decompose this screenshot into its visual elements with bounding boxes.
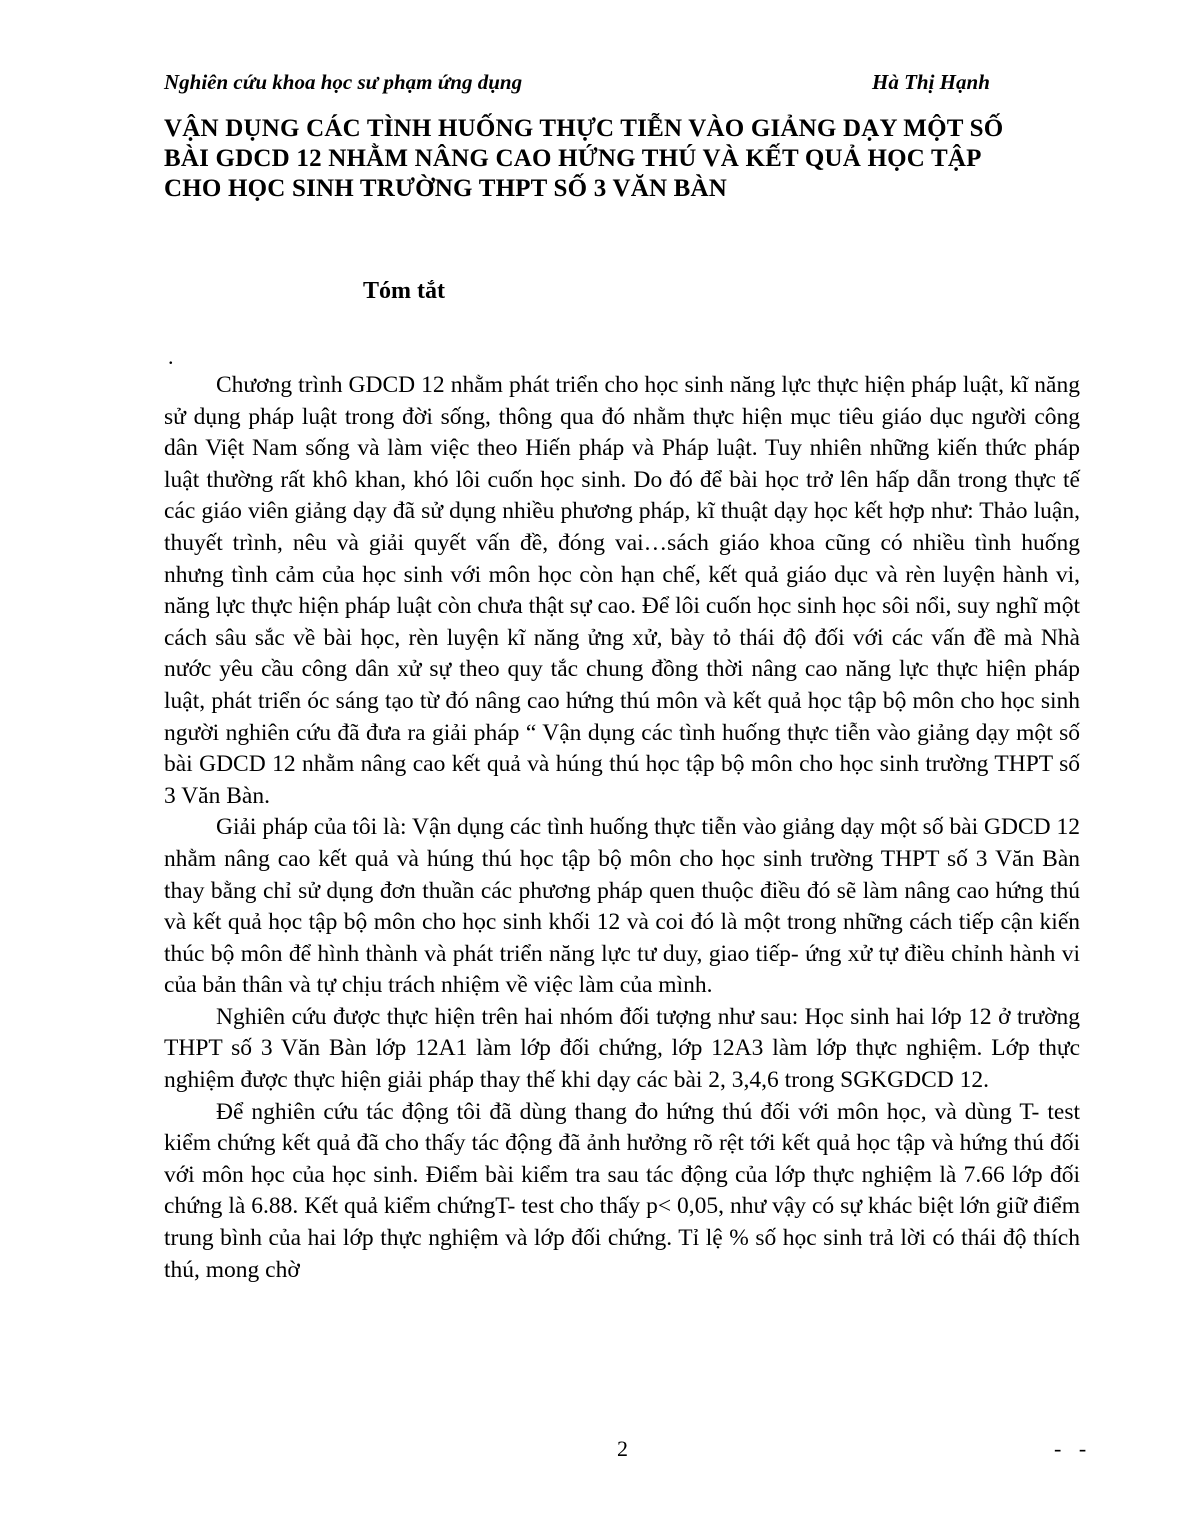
running-header-left: Nghiên cứu khoa học sư phạm ứng dụng	[164, 70, 523, 94]
paragraph: Nghiên cứu được thực hiện trên hai nhóm đối tượng như sau: Học sinh hai lớp 12 ở trường THPT số 3 Văn Bàn lớp 12A1 làm lớp đối chứng, lớp 12A3 làm lớp thực nghiệm. Lớp thực nghiệm được thực hiện giải pháp thay thế khi dạy các bài 2, 3,4,6 trong SGKGDCD 12.	[164, 1003, 1080, 1094]
paragraph: Để nghiên cứu tác động tôi đã dùng thang đo hứng thú đối với môn học, và dùng T- test kiểm chứng kết quả đã cho thấy tác động đã ảnh hưởng rõ rệt tới kết quả học tập và hứng thú đối với môn học của học sinh. Điểm bài kiểm tra sau tác động của lớp thực nghiệm là 7.66 lớp đối chứng là 6.88. Kết quả kiểm chứngT- test cho thấy p< 0,05, như vậy có sự khác biệt lớn giữ điểm trung bình của hai lớp thực nghiệm và lớp đối chứng. Tỉ lệ % số học sinh trả lời có thái độ thích thú, mong chờ	[164, 1098, 1080, 1283]
document-title	[164, 114, 1094, 204]
footer-marks: - -	[1054, 1436, 1093, 1461]
page-number: 2	[617, 1436, 628, 1461]
running-header-author: Hà Thị Hạnh	[872, 70, 990, 94]
title-line: CHO HỌC SINH TRƯỜNG THPT SỐ 3 VĂN BÀN	[164, 175, 728, 202]
summary-body	[164, 370, 1080, 1286]
title-line: VẬN DỤNG CÁC TÌNH HUỐNG THỰC TIỄN VÀO GIẢNG DẠY MỘT SỐ	[164, 115, 1004, 142]
section-heading-summary: Tóm tắt	[363, 278, 445, 304]
paragraph: Chương trình GDCD 12 nhằm phát triển cho học sinh năng lực thực hiện pháp luật, kĩ năng sử dụng pháp luật trong đời sống, thông qua đó nhằm thực hiện mục tiêu giáo dục người công dân Việt Nam sống và làm việc theo Hiến pháp và Pháp luật. Tuy nhiên những kiến thức pháp luật thường rất khô khan, khó lôi cuốn học sinh. Do đó để bài học trở lên hấp dẫn trong thực tế các giáo viên giảng dạy đã sử dụng nhiều phương pháp, kĩ thuật dạy học kết hợp như: Thảo luận, thuyết trình, nêu và giải quyết vấn đề, đóng vai…sách giáo khoa cũng có nhiều tình huống nhưng tình cảm của học sinh với môn học còn hạn chế, kết quả giáo dục và rèn luyện hành vi, năng lực thực hiện pháp luật còn chưa thật sự cao. Để lôi cuốn học sinh học sôi nổi, suy nghĩ một cách sâu sắc về bài học, rèn luyện kĩ năng ửng xử, bày tỏ thái độ đối với các vấn đề mà Nhà nước yêu cầu công dân xử sự theo quy tắc chung đồng thời nâng cao năng lực thực hiện pháp luật, phát triển óc sáng tạo từ đó nâng cao hứng thú môn và kết quả học tập bộ môn cho học sinh người nghiên cứu đã đưa ra giải pháp “ Vận dụng các tình huống thực tiễn vào giảng dạy một số bài GDCD 12 nhằm nâng cao kết quả và húng thú học tập bộ môn cho học sinh trường THPT số 3 Văn Bàn.	[164, 372, 1080, 809]
paragraph: Giải pháp của tôi là: Vận dụng các tình huống thực tiễn vào giảng dạy một số bài GDCD 12 nhằm nâng cao kết quả và húng thú học tập bộ môn cho học sinh trường THPT số 3 Văn Bàn thay bằng chỉ sử dụng đơn thuần các phương pháp quen thuộc điều đó sẽ làm nâng cao hứng thú và kết quả học tập bộ môn cho học sinh khối 12 và coi đó là một trong những cách tiếp cận kiến thúc bộ môn để hình thành và phát triển năng lực tư duy, giao tiếp- ứng xử tự điều chỉnh hành vi của bản thân và tự chịu trách nhiệm về việc làm của mình.	[164, 814, 1081, 999]
stray-mark: .	[168, 344, 174, 369]
title-line: BÀI GDCD 12 NHẰM NÂNG CAO HỨNG THÚ VÀ KẾT QUẢ HỌC TẬP	[164, 145, 982, 172]
